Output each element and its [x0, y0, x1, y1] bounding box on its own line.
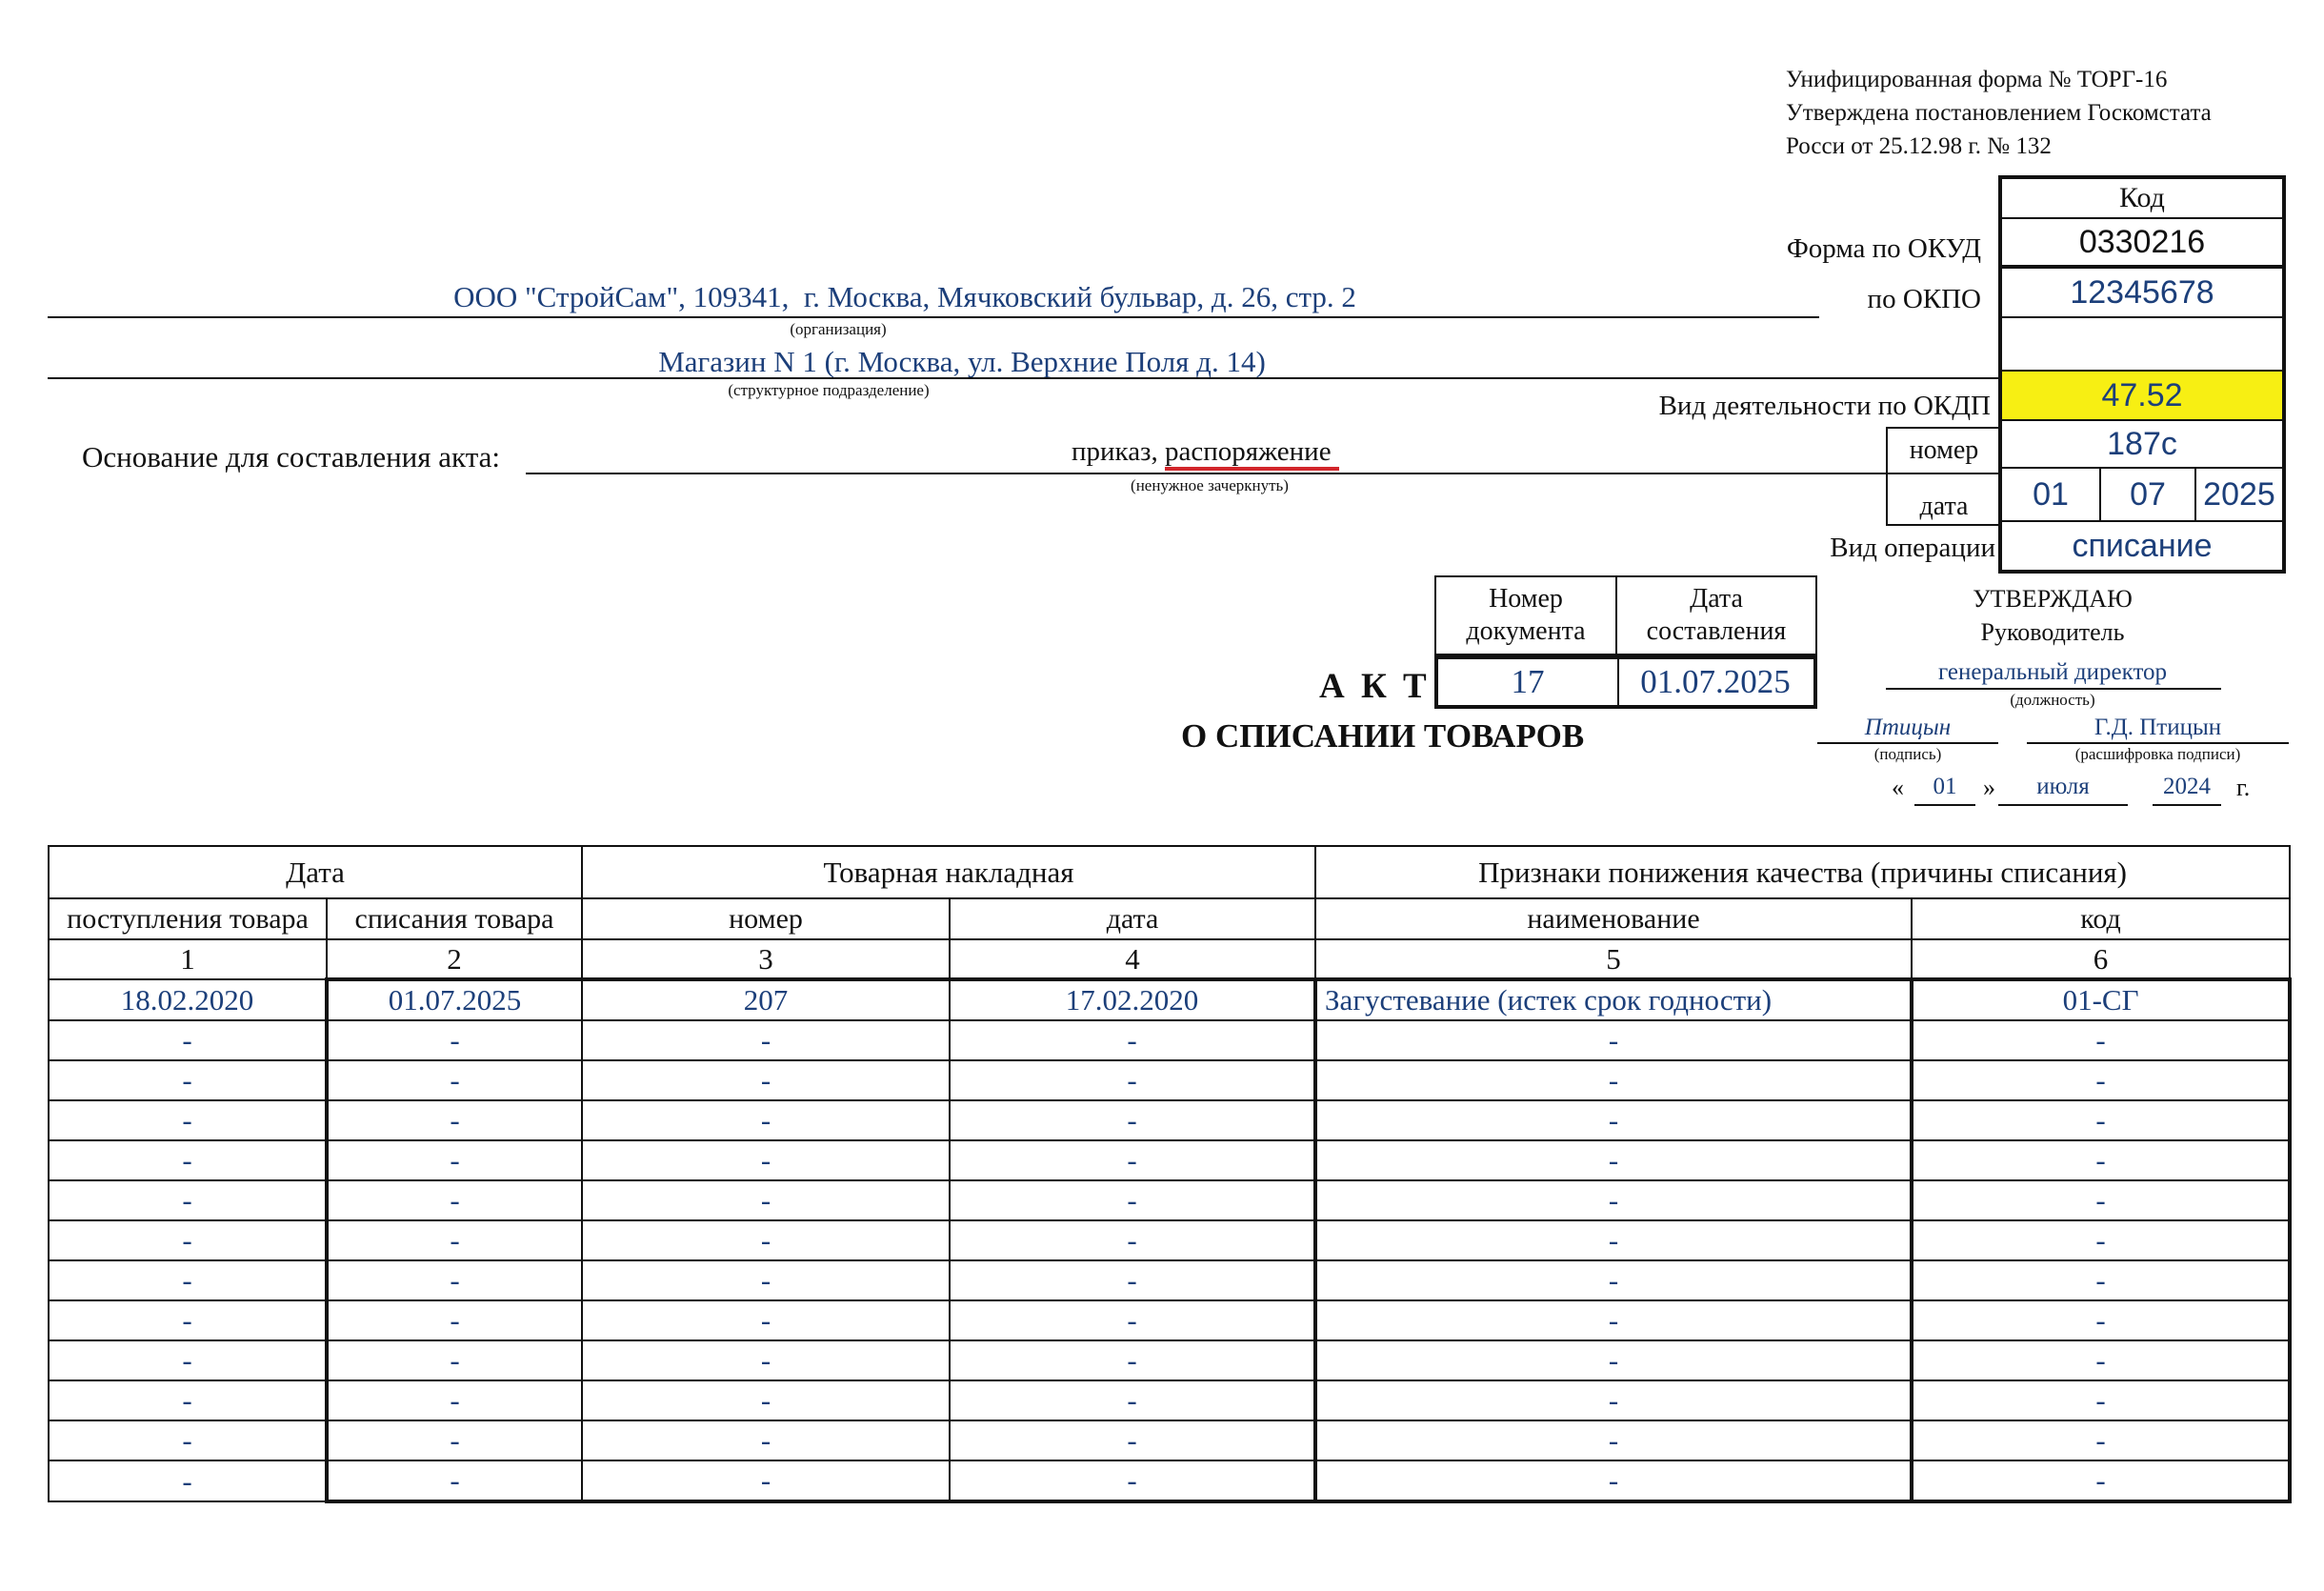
- table-cell: -: [327, 1140, 582, 1180]
- okud-value-cell: [2002, 219, 2282, 269]
- doc-number-header-label: Номер документа: [1466, 584, 1586, 646]
- table-row: [49, 1260, 2290, 1300]
- table-cell: -: [327, 1060, 582, 1100]
- table-cell: -: [582, 1340, 950, 1380]
- approval-role: Руководитель: [1980, 618, 2125, 646]
- table-row: [49, 1060, 2290, 1100]
- table-cell: -: [950, 1100, 1315, 1140]
- table-cell: -: [950, 1380, 1315, 1420]
- doc-number-cell: [1434, 655, 1619, 709]
- table-cell: -: [327, 1100, 582, 1140]
- date-label-cell: [1886, 473, 2000, 526]
- table-cell: -: [1315, 1460, 1912, 1501]
- date-day: 01: [2033, 475, 2069, 513]
- date-year-cell: [2196, 469, 2282, 520]
- organization-value: ООО "СтройСам", 109341, г. Москва, Мячковский бульвар, д. 26, стр. 2: [453, 280, 1356, 313]
- table-cell: -: [49, 1420, 327, 1460]
- quote-open: «: [1892, 774, 1904, 801]
- table-cell: -: [950, 1300, 1315, 1340]
- date-label: дата: [1919, 492, 1969, 521]
- table-cell: 207: [582, 979, 950, 1020]
- table-subheader-row: [49, 898, 2290, 939]
- table-cell: -: [950, 1140, 1315, 1180]
- table-cell: -: [1912, 1220, 2290, 1260]
- number-label-cell: [1886, 427, 2000, 474]
- write-off-table: [48, 845, 2292, 1503]
- code-box: [1998, 175, 2286, 574]
- table-cell: -: [582, 1020, 950, 1060]
- table-row: [49, 1180, 2290, 1220]
- table-cell: -: [582, 1060, 950, 1100]
- name-caption: (расшифровка подписи): [2074, 745, 2241, 763]
- table-cell: -: [950, 1460, 1315, 1501]
- table-cell: -: [327, 1260, 582, 1300]
- table-cell: -: [49, 1340, 327, 1380]
- table-cell: -: [950, 1340, 1315, 1380]
- organization-underline: [48, 316, 1819, 318]
- table-group-header-row: [49, 846, 2290, 898]
- subheader-invoice-number: номер: [582, 898, 950, 939]
- table-cell: -: [1315, 1060, 1912, 1100]
- table-row: [49, 1380, 2290, 1420]
- approval-day: 01: [1933, 774, 1957, 799]
- table-cell: -: [582, 1140, 950, 1180]
- document-box: [1434, 575, 1817, 709]
- column-number: 1: [49, 939, 327, 979]
- table-cell: -: [1315, 1220, 1912, 1260]
- group-header-invoice: Товарная накладная: [582, 846, 1315, 898]
- group-header-quality: Признаки понижения качества (причины списания): [1315, 846, 2290, 898]
- table-cell: -: [1912, 1300, 2290, 1340]
- table-cell: Загустевание (истек срок годности): [1315, 979, 1912, 1020]
- basis-option-rasporyazhenie: распоряжение: [1165, 436, 1339, 471]
- table-cell: -: [1912, 1380, 2290, 1420]
- organization-caption: (организация): [790, 320, 887, 338]
- okud-label: Форма по ОКУД: [1786, 233, 1981, 264]
- table-row: [49, 1420, 2290, 1460]
- doc-date: 01.07.2025: [1640, 663, 1791, 700]
- table-cell: -: [1912, 1340, 2290, 1380]
- table-cell: -: [582, 1380, 950, 1420]
- table-cell: -: [950, 1420, 1315, 1460]
- table-cell: -: [1912, 1460, 2290, 1501]
- table-row: [49, 1460, 2290, 1501]
- table-cell: 01.07.2025: [327, 979, 582, 1020]
- approval-heading: УТВЕРЖДАЮ: [1973, 585, 2133, 613]
- table-cell: -: [1912, 1180, 2290, 1220]
- number-value: 187с: [2107, 425, 2177, 462]
- table-body: [49, 979, 2290, 1501]
- signature-caption: (подпись): [1873, 745, 1942, 763]
- table-cell: -: [49, 1380, 327, 1420]
- table-cell: -: [1315, 1300, 1912, 1340]
- table-cell: -: [49, 1180, 327, 1220]
- table-row: [49, 1100, 2290, 1140]
- approval-year: 2024: [2163, 774, 2211, 799]
- act-subtitle: О СПИСАНИИ ТОВАРОВ: [1181, 717, 1585, 755]
- column-number: 3: [582, 939, 950, 979]
- table-cell: -: [582, 1220, 950, 1260]
- quote-close: »: [1983, 774, 1995, 801]
- month-underline: [1998, 804, 2128, 806]
- name-underline: [2027, 742, 2289, 744]
- position-caption: (должность): [2010, 691, 2095, 709]
- date-month: 07: [2130, 475, 2166, 513]
- table-cell: 01-СГ: [1912, 979, 2290, 1020]
- table-cell: -: [327, 1420, 582, 1460]
- column-number: 5: [1315, 939, 1912, 979]
- table-cell: -: [1315, 1180, 1912, 1220]
- date-value-row: [2002, 469, 2282, 522]
- okdp-value-cell: [2002, 372, 2282, 421]
- subheader-invoice-date: дата: [950, 898, 1315, 939]
- approval-name: Г.Д. Птицын: [2094, 715, 2222, 740]
- table-cell: -: [327, 1220, 582, 1260]
- division-value: Магазин N 1 (г. Москва, ул. Верхние Поля д. 14): [658, 345, 1266, 378]
- column-number: 2: [327, 939, 582, 979]
- doc-date-cell: [1617, 655, 1817, 709]
- table-cell: -: [582, 1100, 950, 1140]
- table-cell: -: [49, 1260, 327, 1300]
- act-title: А К Т: [1319, 667, 1431, 706]
- column-number: 4: [950, 939, 1315, 979]
- code-header: [2002, 179, 2282, 219]
- table-cell: -: [1912, 1060, 2290, 1100]
- day-underline: [1914, 804, 1975, 806]
- table-cell: -: [49, 1140, 327, 1180]
- year-suffix: г.: [2236, 774, 2251, 801]
- table-cell: -: [1912, 1420, 2290, 1460]
- okud-value: 0330216: [2078, 223, 2206, 260]
- table-row: [49, 1340, 2290, 1380]
- table-cell: -: [49, 1060, 327, 1100]
- table-row: [49, 979, 2290, 1020]
- form-header-line2: Утверждена постановлением Госкомстата: [1786, 100, 2212, 126]
- basis-caption: (ненужное зачеркнуть): [1131, 476, 1289, 494]
- table-cell: -: [1315, 1380, 1912, 1420]
- subheader-receipt-date: поступления товара: [49, 898, 327, 939]
- table-cell: -: [49, 1300, 327, 1340]
- date-day-cell: [2002, 469, 2101, 520]
- table-cell: -: [49, 1220, 327, 1260]
- subheader-reason-code: код: [1912, 898, 2290, 939]
- form-header: [1786, 63, 2212, 163]
- number-label: номер: [1909, 435, 1979, 465]
- table-cell: -: [1315, 1020, 1912, 1060]
- basis-label: Основание для составления акта:: [82, 440, 500, 473]
- division-underline: [48, 377, 2000, 379]
- table-cell: -: [49, 1020, 327, 1060]
- table-cell: -: [49, 1100, 327, 1140]
- division-caption: (структурное подразделение): [728, 381, 930, 399]
- table-cell: -: [950, 1180, 1315, 1220]
- table-cell: -: [1315, 1140, 1912, 1180]
- okpo-value-cell: [2002, 269, 2282, 318]
- doc-number: 17: [1511, 663, 1545, 700]
- basis-underline: [526, 473, 2000, 474]
- column-number: 6: [1912, 939, 2290, 979]
- table-row: [49, 1020, 2290, 1060]
- empty-code-cell: [2002, 318, 2282, 372]
- number-value-cell: [2002, 421, 2282, 469]
- table-cell: -: [1912, 1140, 2290, 1180]
- table-row: [49, 1300, 2290, 1340]
- table-cell: 18.02.2020: [49, 979, 327, 1020]
- table-cell: -: [327, 1460, 582, 1501]
- operation-value: списание: [2072, 527, 2213, 564]
- table-cell: -: [1912, 1100, 2290, 1140]
- signature-underline: [1817, 742, 1998, 744]
- form-header-line1: Унифицированная форма № ТОРГ-16: [1786, 67, 2168, 92]
- table-cell: -: [327, 1180, 582, 1220]
- table-cell: -: [1315, 1260, 1912, 1300]
- approval-signature: Птицын: [1864, 715, 1952, 740]
- table-cell: -: [327, 1300, 582, 1340]
- table-cell: -: [327, 1020, 582, 1060]
- table-cell: -: [582, 1460, 950, 1501]
- table-cell: -: [582, 1260, 950, 1300]
- form-header-line3: Росси от 25.12.98 г. № 132: [1786, 133, 2052, 159]
- doc-number-header: [1436, 577, 1617, 655]
- operation-label: Вид операции: [1830, 533, 1995, 563]
- doc-date-header-label: Дата составления: [1646, 584, 1787, 646]
- table-cell: -: [950, 1260, 1315, 1300]
- basis-option-prikaz: приказ,: [1072, 436, 1166, 467]
- table-column-number-row: [49, 939, 2290, 979]
- table-cell: -: [1912, 1020, 2290, 1060]
- table-row: [49, 1140, 2290, 1180]
- okdp-label: Вид деятельности по ОКДП: [1658, 391, 1991, 421]
- operation-value-cell: [2002, 522, 2282, 570]
- table-cell: -: [582, 1420, 950, 1460]
- table-cell: -: [1315, 1100, 1912, 1140]
- basis-value: [1072, 436, 1339, 468]
- table-cell: -: [582, 1300, 950, 1340]
- doc-date-header: [1617, 577, 1815, 655]
- subheader-reason-name: наименование: [1315, 898, 1912, 939]
- date-month-cell: [2101, 469, 2196, 520]
- table-row: [49, 1220, 2290, 1260]
- table-cell: -: [950, 1020, 1315, 1060]
- table-cell: -: [950, 1060, 1315, 1100]
- okdp-value: 47.52: [2101, 376, 2183, 413]
- code-header-label: Код: [2119, 182, 2165, 213]
- table-cell: -: [950, 1220, 1315, 1260]
- table-cell: -: [582, 1180, 950, 1220]
- table-cell: -: [327, 1340, 582, 1380]
- year-underline: [2153, 804, 2221, 806]
- subheader-writeoff-date: списания товара: [327, 898, 582, 939]
- table-cell: -: [49, 1460, 327, 1501]
- table-cell: -: [327, 1380, 582, 1420]
- table-cell: -: [1315, 1420, 1912, 1460]
- okpo-value: 12345678: [2070, 273, 2214, 311]
- position-underline: [1886, 688, 2221, 690]
- group-header-date: Дата: [49, 846, 582, 898]
- approval-position: генеральный директор: [1937, 659, 2168, 685]
- date-year: 2025: [2203, 475, 2275, 513]
- approval-month: июля: [2036, 774, 2090, 799]
- table-cell: -: [1315, 1340, 1912, 1380]
- okpo-label: по ОКПО: [1867, 284, 1981, 314]
- table-cell: 17.02.2020: [950, 979, 1315, 1020]
- table-cell: -: [1912, 1260, 2290, 1300]
